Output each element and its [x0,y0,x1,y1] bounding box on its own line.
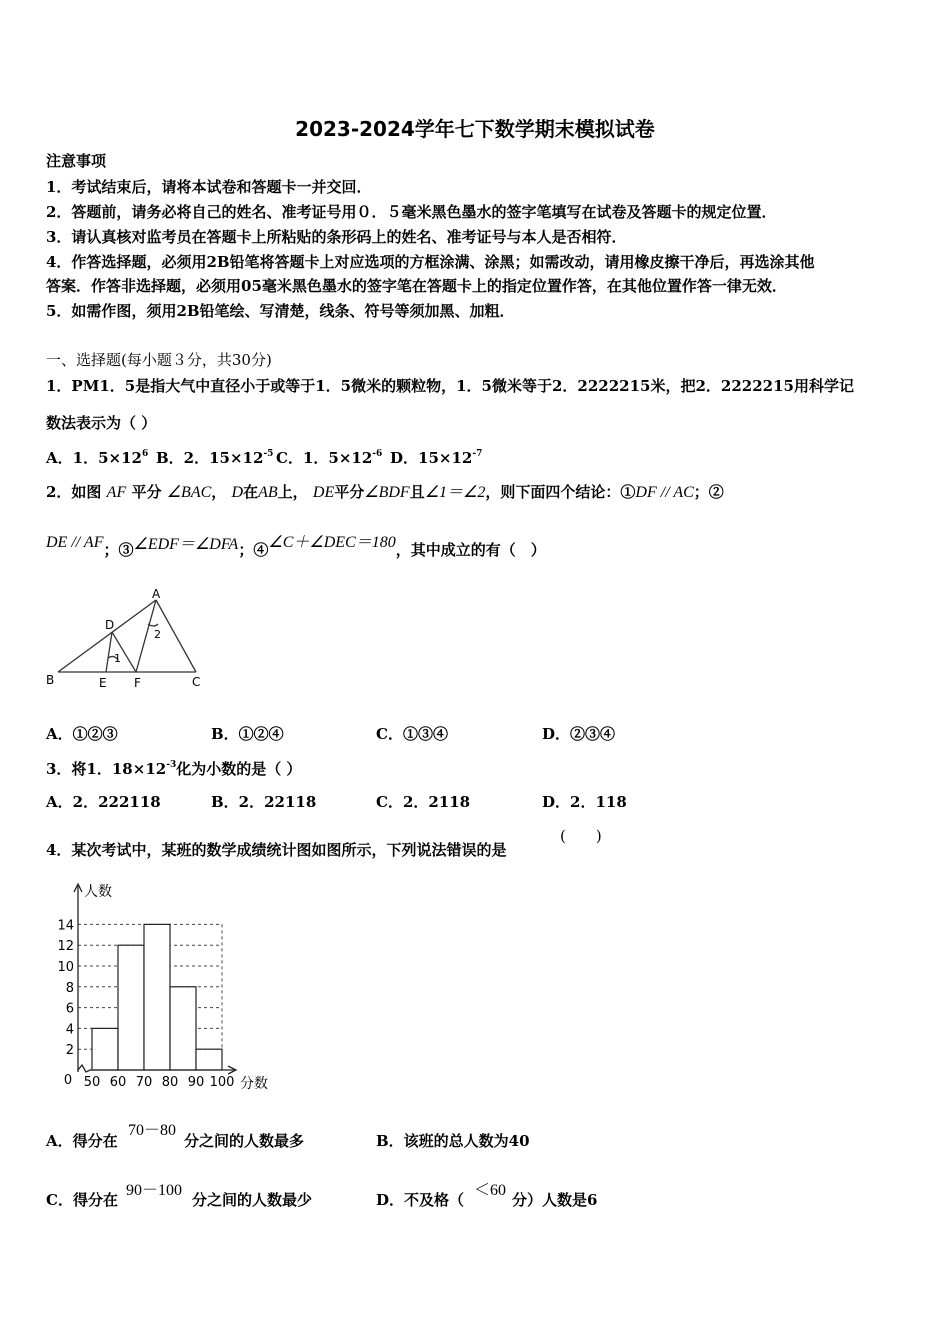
label-angle-1: 1 [114,652,121,665]
histogram-bar [92,1028,118,1070]
q4-option-d-rest: 分）人数是6 [512,1191,598,1209]
x-tick-label: 90 [187,1075,205,1090]
x-tick-label: 100 [209,1075,235,1090]
q2-option-c: C．①③④ [376,725,448,743]
triangle-figure [44,588,214,693]
y-tick-label: 14 [57,918,74,934]
q2-option-b: B．①②④ [211,725,284,743]
notice-item: 1．考试结束后，请将本试卷和答题卡一并交回． [46,178,372,196]
histogram-bar [170,987,196,1070]
q1-stem-line1: 1．PM1．5是指大气中直径小于或等于1．5微米的颗粒物，1．5微米等于2．2222215米，把2．2222215用科学记 [46,377,854,395]
y-tick-label: 12 [57,939,74,955]
y-tick-label: 10 [57,960,74,975]
q3-option-d: D．2．118 [542,793,627,811]
q2-stem-line2: DE // AF；③∠EDF＝∠DFA；④∠C＋∠DEC＝180，其中成立的有（ ） [46,534,546,559]
x-tick-label: 70 [135,1075,153,1090]
label-f: F [134,676,141,690]
q3-option-b: B．2．22118 [211,793,317,811]
q4-option-c-range: 90－100 [126,1182,183,1199]
q4-option-c: C．得分在 [46,1191,118,1209]
y-tick-label: 8 [65,980,74,996]
q4-option-a: A．得分在 [46,1132,118,1150]
q1-option-c: C．1．$5\times 12^{-6}$ [276,449,383,467]
q4-option-d: D．不及格（ [376,1191,465,1209]
q4-paren: ( ) [560,827,602,845]
section-heading: 一、选择题(每小题３分，共30分) [46,351,272,369]
histogram-bar [144,924,170,1070]
label-a: A [152,588,161,601]
y-axis-label: 人数 [84,884,112,900]
histogram-chart [40,878,300,1098]
label-angle-2: 2 [154,628,161,641]
x-tick-label: 50 [83,1075,101,1090]
q4-option-a-rest: 分之间的人数最多 [184,1132,305,1150]
q4-option-c-rest: 分之间的人数最少 [192,1191,313,1209]
y-tick-label: 2 [65,1043,74,1059]
notice-item: 5．如需作图，须用2B铅笔绘、写清楚，线条、符号等须加黑、加粗． [46,302,515,320]
q3-option-c: C．2．2118 [376,793,471,811]
histogram-bar [118,945,144,1070]
q4-option-d-range: ＜60 [474,1182,507,1199]
q4-option-a-range: 70－80 [128,1122,177,1139]
q4-option-b: B．该班的总人数为40 [376,1132,530,1150]
q1-option-d: D．$15\times 12^{-7}$ [390,449,483,467]
page-title: 2023-2024学年七下数学期末模拟试卷 [295,117,655,141]
x-tick-label: 80 [161,1075,179,1090]
q2-stem-line1: 2．如图 AF 平分 ∠BAC， D在AB上， DE平分∠BDF且∠1＝∠2，则下面四个结论：①DF // AC；② [46,483,724,501]
notice-item: 4．作答选择题，必须用2B铅笔将答题卡上对应选项的方框涂满、涂黑；如需改动，请用橡皮擦干净后，再选涂其他 [46,253,815,271]
y-tick-label: 4 [65,1022,74,1038]
x-axis-label: 分数 [240,1076,268,1092]
label-e: E [99,676,107,690]
q2-option-a: A．①②③ [46,725,118,743]
notice-item: 2．答题前，请务必将自己的姓名、准考证号用０．５毫米黑色墨水的签字笔填写在试卷及答题卡的规定位置． [46,203,777,221]
notice-item: 答案．作答非选择题，必须用05毫米黑色墨水的签字笔在答题卡上的指定位置作答，在其他位置作答一律无效． [46,277,787,295]
y-tick-label: 6 [65,1001,74,1017]
origin-label: 0 [63,1073,73,1088]
histogram-bar [196,1049,222,1070]
q1-option-b: B．2．$15\times 12^{-5}$ [156,449,274,467]
x-tick-label: 60 [109,1075,127,1090]
label-b: B [46,673,55,687]
notice-item: 3．请认真核对监考员在答题卡上所粘贴的条形码上的姓名、准考证号与本人是否相符． [46,228,627,246]
q3-option-a: A．2．222118 [46,793,161,811]
notice-heading: 注意事项 [46,152,107,170]
q1-option-a: A．1．$5\times 12^6$ [46,449,149,467]
q1-stem-line2: 数法表示为（ ） [46,414,157,432]
label-c: C [192,675,201,689]
label-d: D [105,618,115,632]
q3-stem: 3．将1．$18\times 12^{-3}$化为小数的是（ ） [46,760,302,778]
q4-stem: 4．某次考试中，某班的数学成绩统计图如图所示，下列说法错误的是 [46,841,507,859]
q2-option-d: D．②③④ [542,725,616,743]
